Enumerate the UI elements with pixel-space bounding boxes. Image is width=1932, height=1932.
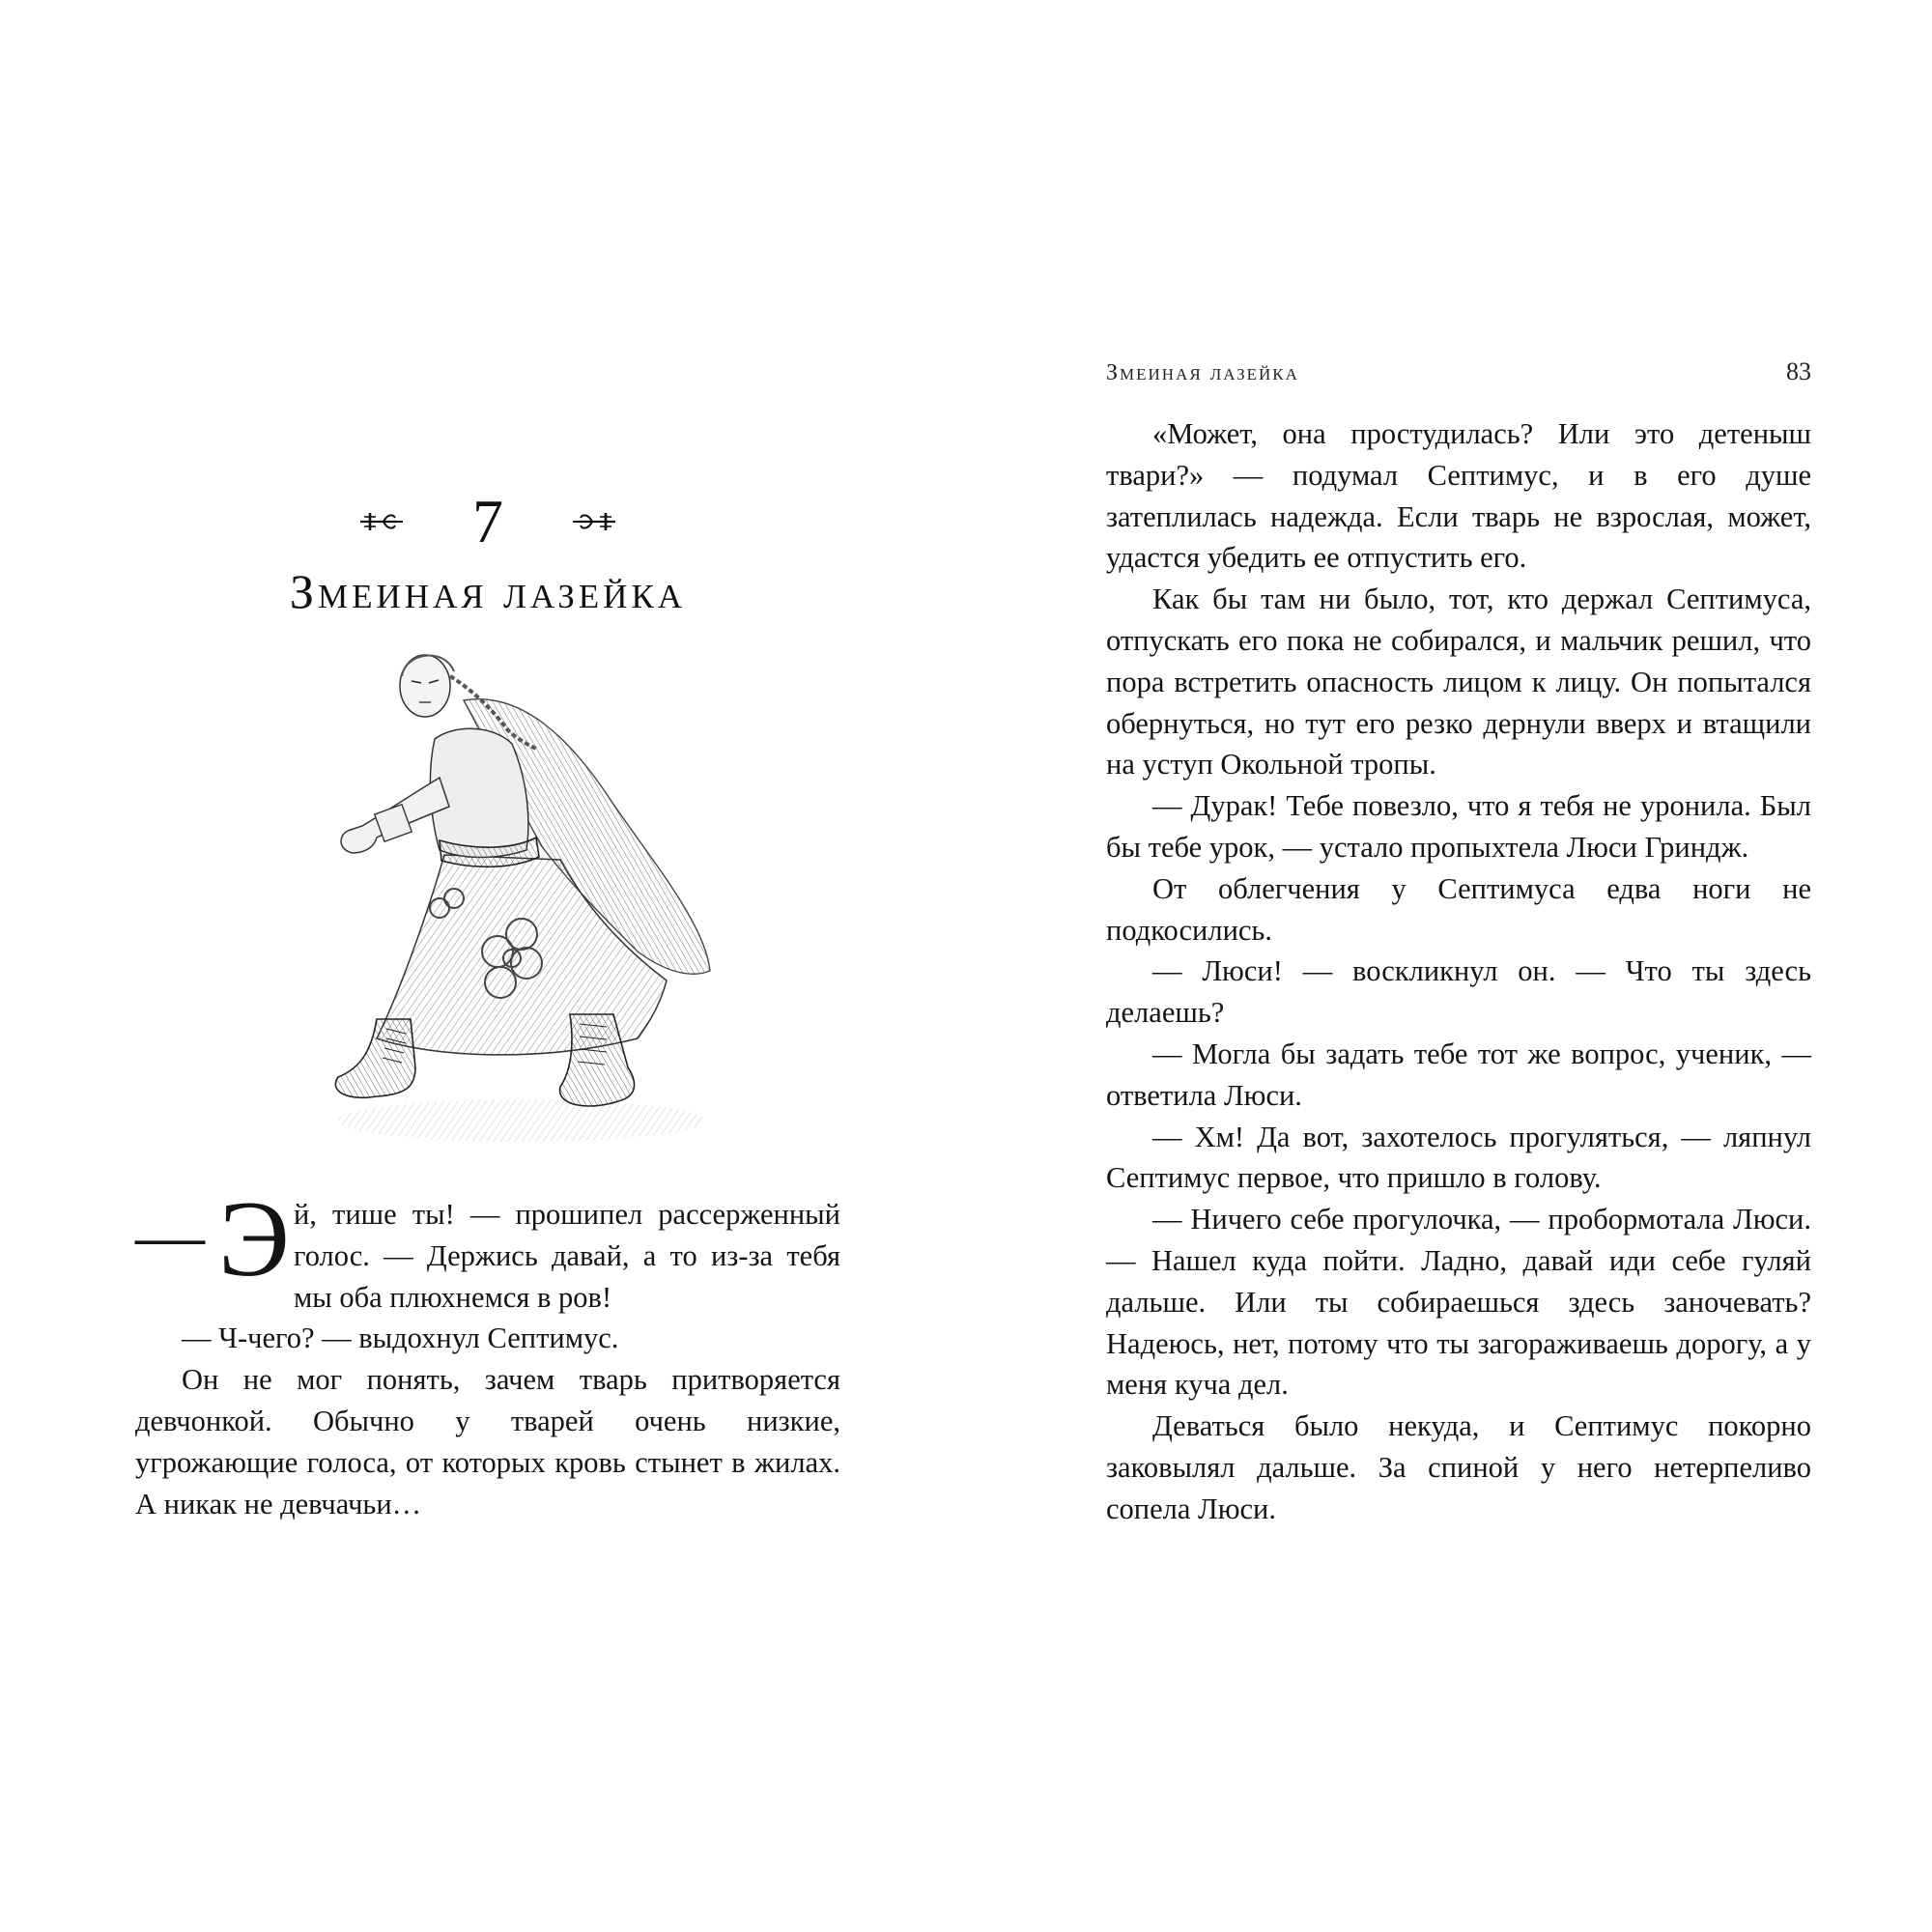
chapter-number-row — [135, 487, 840, 555]
chapter-illustration — [319, 633, 744, 1159]
page-number: 83 — [1786, 357, 1811, 385]
lead-dash: — — [135, 1197, 205, 1274]
paragraph: Деваться было некуда, и Септимус покорно заковылял дальше. За спиной у него нетерпеливо сопела Люси. — [1106, 1409, 1811, 1525]
paragraph: Как бы там ни было, тот, кто держал Септимуса, отпускать его пока не собирался, и мальчик решил, что пора встретить опасность лицом к лицу. Он попытался обернуться, но тут его резко дернули вверх и втащили на уступ Окольной тропы. — [1106, 582, 1811, 781]
paragraph: — Ничего себе прогулочка, — пробормотала Люси. — Нашел куда пойти. Ладно, давай иди себе гуляй дальше. Или ты собираешься здесь заночевать? Надеюсь, нет, потому что ты загораживаешь дорогу, а у меня куча дел. — [1106, 1203, 1811, 1402]
chapter-number: 7 — [472, 487, 503, 555]
chapter-heading — [135, 487, 840, 620]
ornament-left-icon — [358, 508, 405, 535]
running-header — [1106, 357, 1811, 386]
paragraph: — Дурак! Тебе повезло, что я тебя не уронила. Был бы тебе урок, — устало пропыхтела Люси Гриндж. — [1106, 789, 1811, 864]
right-page — [1106, 0, 1811, 1932]
paragraph: Он не мог понять, зачем тварь притворяется девчонкой. Обычно у тварей очень низкие, угрожающие голоса, от которых кровь стынет в жилах. А никак не девчачьи… — [135, 1363, 840, 1520]
paragraph-text: й, тише ты! — прошипел рассерженный голос. — Держись давай, а то из-за тебя мы оба плюхнемся в ров! — [293, 1198, 840, 1314]
paragraph: — Могла бы задать тебе тот же вопрос, ученик, — ответила Люси. — [1106, 1037, 1811, 1112]
paragraph: От облегчения у Септимуса едва ноги не подкосились. — [1106, 871, 1811, 947]
left-page — [135, 0, 840, 1932]
ornament-right-icon — [571, 508, 617, 535]
drop-cap: Э — [218, 1179, 290, 1299]
chapter-title: Змеиная лазейка — [289, 564, 687, 618]
paragraph: «Может, она простудилась? Или это детеныш твари?» — подумал Септимус, и в его душе затеплилась надежда. Если тварь не взрослая, может, удастся убедить ее отпустить его. — [1106, 417, 1811, 575]
paragraph: — Ч-чего? — выдохнул Септимус. — [182, 1321, 619, 1355]
paragraph — [135, 1179, 840, 1318]
right-page-body — [1106, 413, 1811, 1530]
paragraph: — Хм! Да вот, захотелось прогуляться, — ляпнул Септимус первое, что пришло в голову. — [1106, 1120, 1811, 1195]
left-page-body — [135, 1179, 840, 1524]
paragraph: — Люси! — воскликнул он. — Что ты здесь делаешь? — [1106, 954, 1811, 1030]
running-title: Змеиная лазейка — [1106, 360, 1299, 385]
